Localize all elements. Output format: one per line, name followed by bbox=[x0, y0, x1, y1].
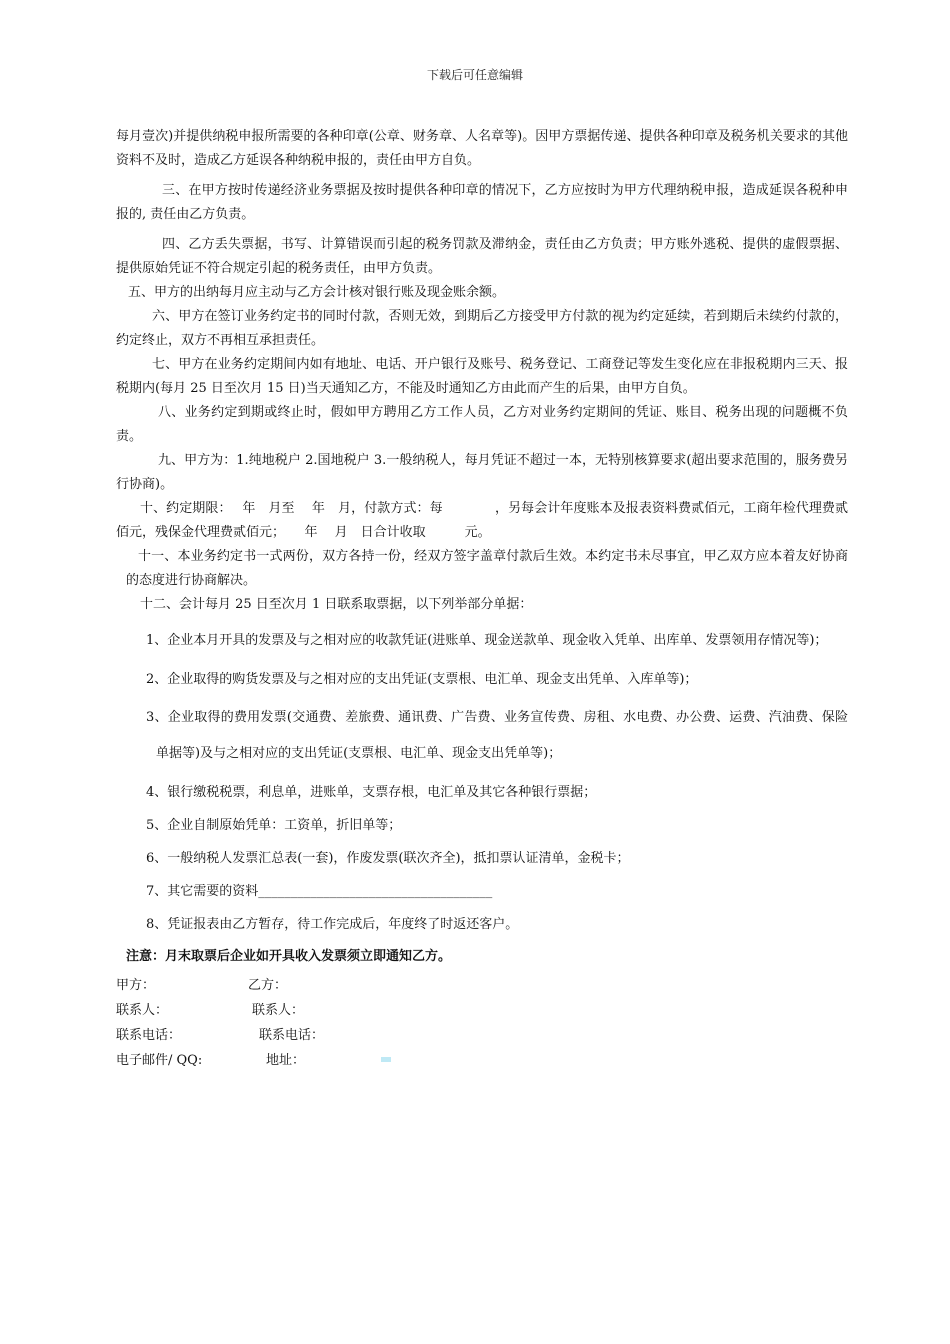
clause-10: 十、约定期限： 年 月至 年 月，付款方式：每 ，另每会计年度账本及报表资料费贰佰元，工商年检代理费贰佰元，残保金代理费贰佰元； 年 月 日合计收取 元。 bbox=[116, 501, 848, 540]
document-list bbox=[116, 623, 848, 936]
party-a-phone-label: 联系电话： bbox=[116, 1028, 182, 1043]
list-item: 6、一般纳税人发票汇总表(一套)，作废发票(联次齐全)，抵扣票认证清单，金税卡； bbox=[146, 851, 630, 866]
signature-row bbox=[116, 998, 848, 1023]
clause-11: 十一、本业务约定书一式两份，双方各持一份，经双方签字盖章付款后生效。本约定书未尽事宜，甲乙双方应本着友好协商的态度进行协商解决。 bbox=[126, 549, 848, 588]
party-b-address-label: 地址： bbox=[266, 1053, 306, 1068]
party-a-label: 甲方： bbox=[116, 978, 156, 993]
signature-row bbox=[116, 973, 848, 998]
clause-6: 六、甲方在签订业务约定书的同时付款，否则无效，到期后乙方接受甲方付款的视为约定延续，若到期后未续约付款的，约定终止，双方不再相互承担责任。 bbox=[116, 309, 848, 348]
clause-8: 八、业务约定到期或终止时，假如甲方聘用乙方工作人员，乙方对业务约定期间的凭证、账目、税务出现的问题概不负责。 bbox=[116, 405, 848, 444]
clause-12: 十二、会计每月 25 日至次月 1 日联系取票据，以下列举部分单据： bbox=[140, 597, 533, 612]
clause-5: 五、甲方的出纳每月应主动与乙方会计核对银行账及现金账余额。 bbox=[128, 285, 506, 300]
list-item: 5、企业自制原始凭单：工资单，折旧单等； bbox=[146, 818, 402, 833]
party-b-phone-label: 联系电话： bbox=[259, 1028, 325, 1043]
list-item: 2、企业取得的购货发票及与之相对应的支出凭证(支票根、电汇单、现金支出凭单、入库单等)； bbox=[146, 672, 698, 687]
list-item: 7、其它需要的资料____________________________________ bbox=[146, 884, 493, 899]
list-item: 3、企业取得的费用发票(交通费、差旅费、通讯费、广告费、业务宣传费、房租、水电费、办公费、运费、汽油费、保险单据等)及与之相对应的支出凭证(支票根、电汇单、现金支出凭单等)； bbox=[146, 710, 848, 761]
highlight-mark bbox=[381, 1057, 391, 1062]
list-item: 8、凭证报表由乙方暂存，待工作完成后，年度终了时返还客户。 bbox=[146, 917, 519, 932]
list-item: 4、银行缴税税票，利息单，进账单，支票存根，电汇单及其它各种银行票据； bbox=[146, 785, 597, 800]
clause-4: 四、乙方丢失票据，书写、计算错误而引起的税务罚款及滞纳金，责任由乙方负责；甲方账外逃税、提供的虚假票据、提供原始凭证不符合规定引起的税务责任，由甲方负责。 bbox=[116, 237, 848, 276]
page-header: 下载后可任意编辑 bbox=[426, 68, 523, 82]
signature-block bbox=[116, 973, 848, 1073]
signature-row bbox=[116, 1048, 848, 1073]
party-b-contact-label: 联系人： bbox=[252, 1003, 305, 1018]
notice: 注意：月末取票后企业如开具收入发票须立即通知乙方。 bbox=[126, 949, 452, 964]
clause-7: 七、甲方在业务约定期间内如有地址、电话、开户银行及账号、税务登记、工商登记等发生变化应在非报税期内三天、报税期内(每月 25 日至次月 15 日)当天通知乙方，不能及时通知乙方由此而产生的后果，由甲方自负。 bbox=[116, 357, 848, 396]
paragraph-continued: 每月壹次)并提供纳税申报所需要的各种印章(公章、财务章、人名章等)。因甲方票据传递、提供各种印章及税务机关要求的其他资料不及时，造成乙方延误各种纳税申报的，责任由甲方自负。 bbox=[116, 129, 848, 168]
party-a-contact-label: 联系人： bbox=[116, 1003, 169, 1018]
list-item: 1、企业本月开具的发票及与之相对应的收款凭证(进账单、现金送款单、现金收入凭单、出库单、发票领用存情况等)； bbox=[146, 633, 828, 648]
document-body bbox=[116, 125, 848, 1073]
signature-row bbox=[116, 1023, 848, 1048]
clause-9: 九、甲方为：1.纯地税户 2.国地税户 3.一般纳税人，每月凭证不超过一本，无特别核算要求(超出要求范围的，服务费另行协商)。 bbox=[116, 453, 848, 492]
clause-3: 三、在甲方按时传递经济业务票据及按时提供各种印章的情况下，乙方应按时为甲方代理纳税申报，造成延误各税种申报的, 责任由乙方负责。 bbox=[116, 183, 848, 222]
party-b-label: 乙方： bbox=[248, 978, 288, 993]
party-a-email-label: 电子邮件/ QQ: bbox=[116, 1053, 203, 1068]
